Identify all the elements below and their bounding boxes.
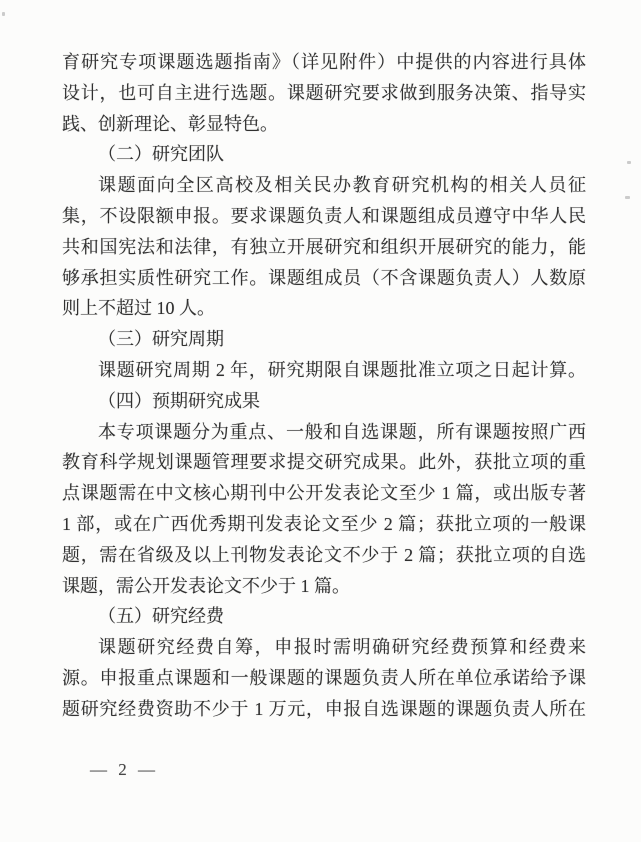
scan-speck [625,196,630,199]
text-line: 题，需在省级及以上刊物发表论文不少于 2 篇；获批立项的自选 [62,544,586,565]
document-body-text [62,47,586,725]
text-line: （四）预期研究成果 [98,390,260,411]
text-line: 源。申报重点课题和一般课题的课题负责人所在单位承诺给予课 [62,667,586,688]
text-line: 集，不设限额申报。要求课题负责人和课题组成员遵守中华人民 [62,205,586,226]
text-line: （三）研究周期 [98,329,224,350]
text-line: 教育科学规划课题管理要求提交研究成果。此外，获批立项的重 [62,452,586,473]
text-line: 够承担实质性研究工作。课题组成员（不含课题负责人）人数原 [62,267,586,288]
scan-speck [2,12,5,16]
text-line: 课题研究经费自筹，申报时需明确研究经费预算和经费来 [98,637,586,658]
text-line: 共和国宪法和法律，有独立开展研究和组织开展研究的能力，能 [62,236,586,257]
text-line: 则上不超过 10 人。 [62,298,215,319]
text-line: 本专项课题分为重点、一般和自选课题，所有课题按照广西 [98,421,586,442]
text-line: 1 部，或在广西优秀期刊发表论文至少 2 篇；获批立项的一般课 [62,513,586,534]
text-line: 课题，需公开发表论文不少于 1 篇。 [62,575,350,596]
text-line: （二）研究团队 [98,144,224,165]
text-line: 课题研究周期 2 年，研究期限自课题批准立项之日起计算。 [98,359,586,380]
text-line: 课题面向全区高校及相关民办教育研究机构的相关人员征 [98,175,586,196]
text-line: 践、创新理论、彰显特色。 [62,113,278,134]
scan-speck [627,161,631,164]
text-line: 题研究经费资助不少于 1 万元，申报自选课题的课题负责人所在 [62,698,586,719]
text-line: 设计，也可自主进行选题。课题研究要求做到服务决策、指导实 [62,82,586,103]
text-line: 育研究专项课题选题指南》（详见附件）中提供的内容进行具体 [62,52,586,72]
text-line: 点课题需在中文核心期刊中公开发表论文至少 1 篇，或出版专著 [62,483,586,504]
page-number: — 2 — [90,760,156,779]
text-line: （五）研究经费 [98,606,224,627]
